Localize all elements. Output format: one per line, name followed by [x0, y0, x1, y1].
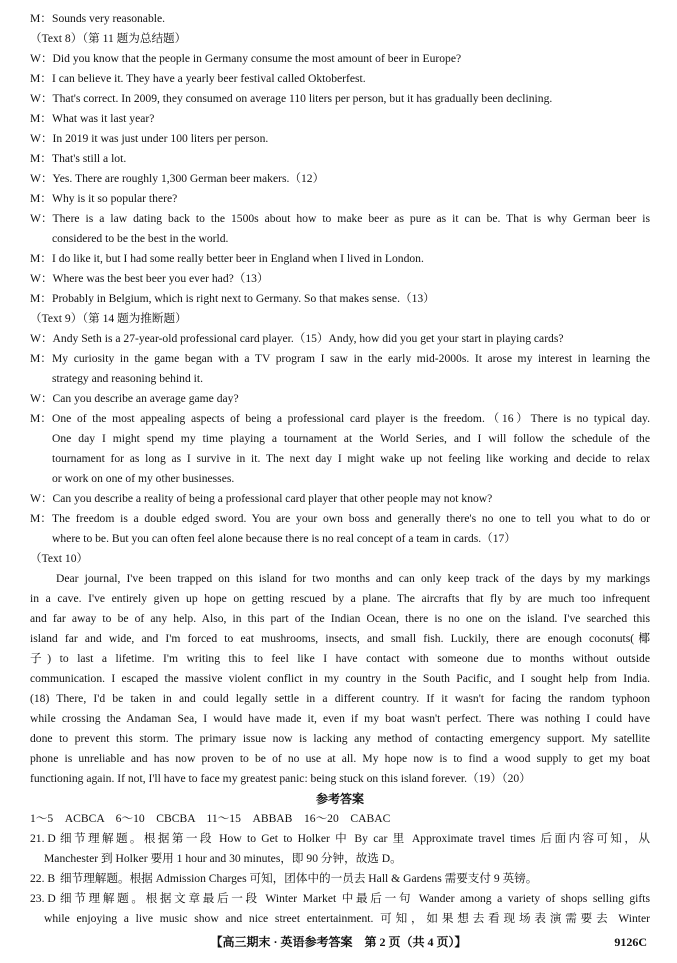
answer-explanation-21: 21. D 细节理解题。根据第一段 How to Get to Holker 中 By car 里 Approximate travel times 后面内容可知，从	[30, 832, 650, 845]
dialogue-line: W： That's correct. In 2009, they consumed on average 110 liters per person, but it has gradually been declining.	[30, 92, 553, 105]
journal-line: phone is unreliable and has now proven to be of no use at all. My hope now is to find a wood supply to get my boat	[30, 752, 650, 765]
text-10-header: （Text 10）	[30, 552, 89, 565]
dialogue-continuation: strategy and reasoning behind it.	[52, 372, 204, 385]
page-footer	[0, 932, 677, 952]
dialogue-line: M： What was it last year?	[30, 112, 155, 125]
dialogue-line: M： That's still a lot.	[30, 152, 127, 165]
dialogue-line: W： Andy Seth is a 27-year-old professional card player.（15）Andy, how did you get your start in playing cards?	[30, 332, 564, 345]
dialogue-continuation: tournament for as long as I survive in it. The next day I might wake up not feeling like working and decide to relax	[52, 452, 650, 465]
answer-explanation-23: 23. D 细节理解题。根据文章最后一段 Winter Market 中最后一句 Wander among a variety of shops selling gifts	[30, 892, 650, 905]
answers-title: 参考答案	[315, 792, 364, 806]
dialogue-continuation: or work on one of my other businesses.	[52, 472, 235, 485]
answer-explanation-continuation: while enjoying a live music show and nice street entertainment. 可知，如果想去看现场表演需要去 Winter	[44, 912, 650, 925]
dialogue-line: W： There is a law dating back to the 1500s about how to make beer as pure as it can be. That is why German beer is	[30, 212, 650, 225]
text-8-header: （Text 8）（第 11 题为总结题）	[30, 32, 187, 45]
dialogue-line: W： Can you describe an average game day?	[30, 392, 239, 405]
dialogue-line: M： One of the most appealing aspects of being a professional card player is the freedom.（16）There is no typical day.	[30, 412, 650, 425]
journal-line: in a cave. I've entirely given up hope on getting rescued by a plane. The aircrafts that fly by are much too infrequent	[30, 592, 650, 605]
journal-line: 子) to last a lifetime. I'm writing this to feel like I have contact with someone due to months without outside	[30, 652, 650, 665]
footer-code: 9126C	[614, 935, 647, 949]
journal-line: done to prevent this storm. The primary issue now is lacking any method of contacting emergency support. My satellite	[30, 732, 650, 745]
journal-line: (18) There, I'd be taken in and could legally settle in a different country. If it wasn't for facing the random typhoon	[30, 692, 650, 705]
dialogue-continuation: considered to be the best in the world.	[52, 232, 229, 245]
dialogue-line: W： Did you know that the people in Germany consume the most amount of beer in Europe?	[30, 52, 462, 65]
dialogue-line: W： Where was the best beer you ever had?（13）	[30, 272, 269, 285]
journal-line: Dear journal, I've been trapped on this island for two months and can only keep track of the days by my markings	[56, 572, 650, 585]
journal-line: communication. I escaped the massive violent conflict in my country in the South Pacific, and I sought help from India.	[30, 672, 650, 685]
dialogue-line: M： The freedom is a double edged sword. You are your own boss and generally there's no one to tell you what to do or	[30, 512, 650, 525]
journal-line: and far away to be of any help. Also, in this part of the Indian Ocean, there is no one on the island. I've searched this	[30, 612, 650, 625]
text-9-header: （Text 9）（第 14 题为推断题）	[30, 312, 187, 325]
answer-explanation-22: 22. B 细节理解题。根据 Admission Charges 可知，团体中的一员去 Hall & Gardens 需要支付 9 英镑。	[30, 872, 538, 885]
footer-page-info: 【高三期末 · 英语参考答案 第 2 页（共 4 页）】	[210, 935, 467, 949]
dialogue-continuation: where to be. But you can often feel alone because there is no real concept of a team in cards.（17）	[52, 532, 516, 545]
journal-line: while crossing the Andaman Sea, I would have made it, even if my boat wasn't perfect. There was nothing I could have	[30, 712, 650, 725]
dialogue-line: W： Yes. There are roughly 1,300 German beer makers.（12）	[30, 172, 325, 185]
dialogue-line: M： Why is it so popular there?	[30, 192, 178, 205]
dialogue-line: M： Probably in Belgium, which is right next to Germany. So that makes sense.（13）	[30, 292, 435, 305]
dialogue-continuation: One day I might spend my time playing a tournament at the World Series, and I will follow the schedule of the	[52, 432, 650, 445]
dialogue-line: M： I can believe it. They have a yearly beer festival called Oktoberfest.	[30, 72, 366, 85]
dialogue-line: M： Sounds very reasonable.	[30, 12, 166, 25]
dialogue-line: M： I do like it, but I had some really better beer in England when I lived in London.	[30, 252, 424, 265]
dialogue-line: M： My curiosity in the game began with a TV program I saw in the early mid-2000s. It arose my interest in learning the	[30, 352, 650, 365]
dialogue-line: W： Can you describe a reality of being a professional card player that other people may not know?	[30, 492, 493, 505]
dialogue-line: W： In 2019 it was just under 100 liters per person.	[30, 132, 269, 145]
journal-passage	[30, 569, 650, 789]
page-content	[30, 9, 650, 929]
journal-line: functioning again. If not, I'll have to face my greatest panic: being stuck on this island forever.（19）（20）	[30, 772, 531, 785]
answer-explanation-continuation: Manchester 到 Holker 要用 1 hour and 30 minutes，即 90 分钟，故选 D。	[44, 852, 402, 865]
answer-key-line: 1～5 ACBCA 6～10 CBCBA 11～15 ABBAB 16～20 CABAC	[30, 812, 391, 825]
journal-line: island far and wide, and I'm forced to eat mushrooms, insects, and small fish. Luckily, there are enough coconuts(椰	[30, 632, 650, 645]
